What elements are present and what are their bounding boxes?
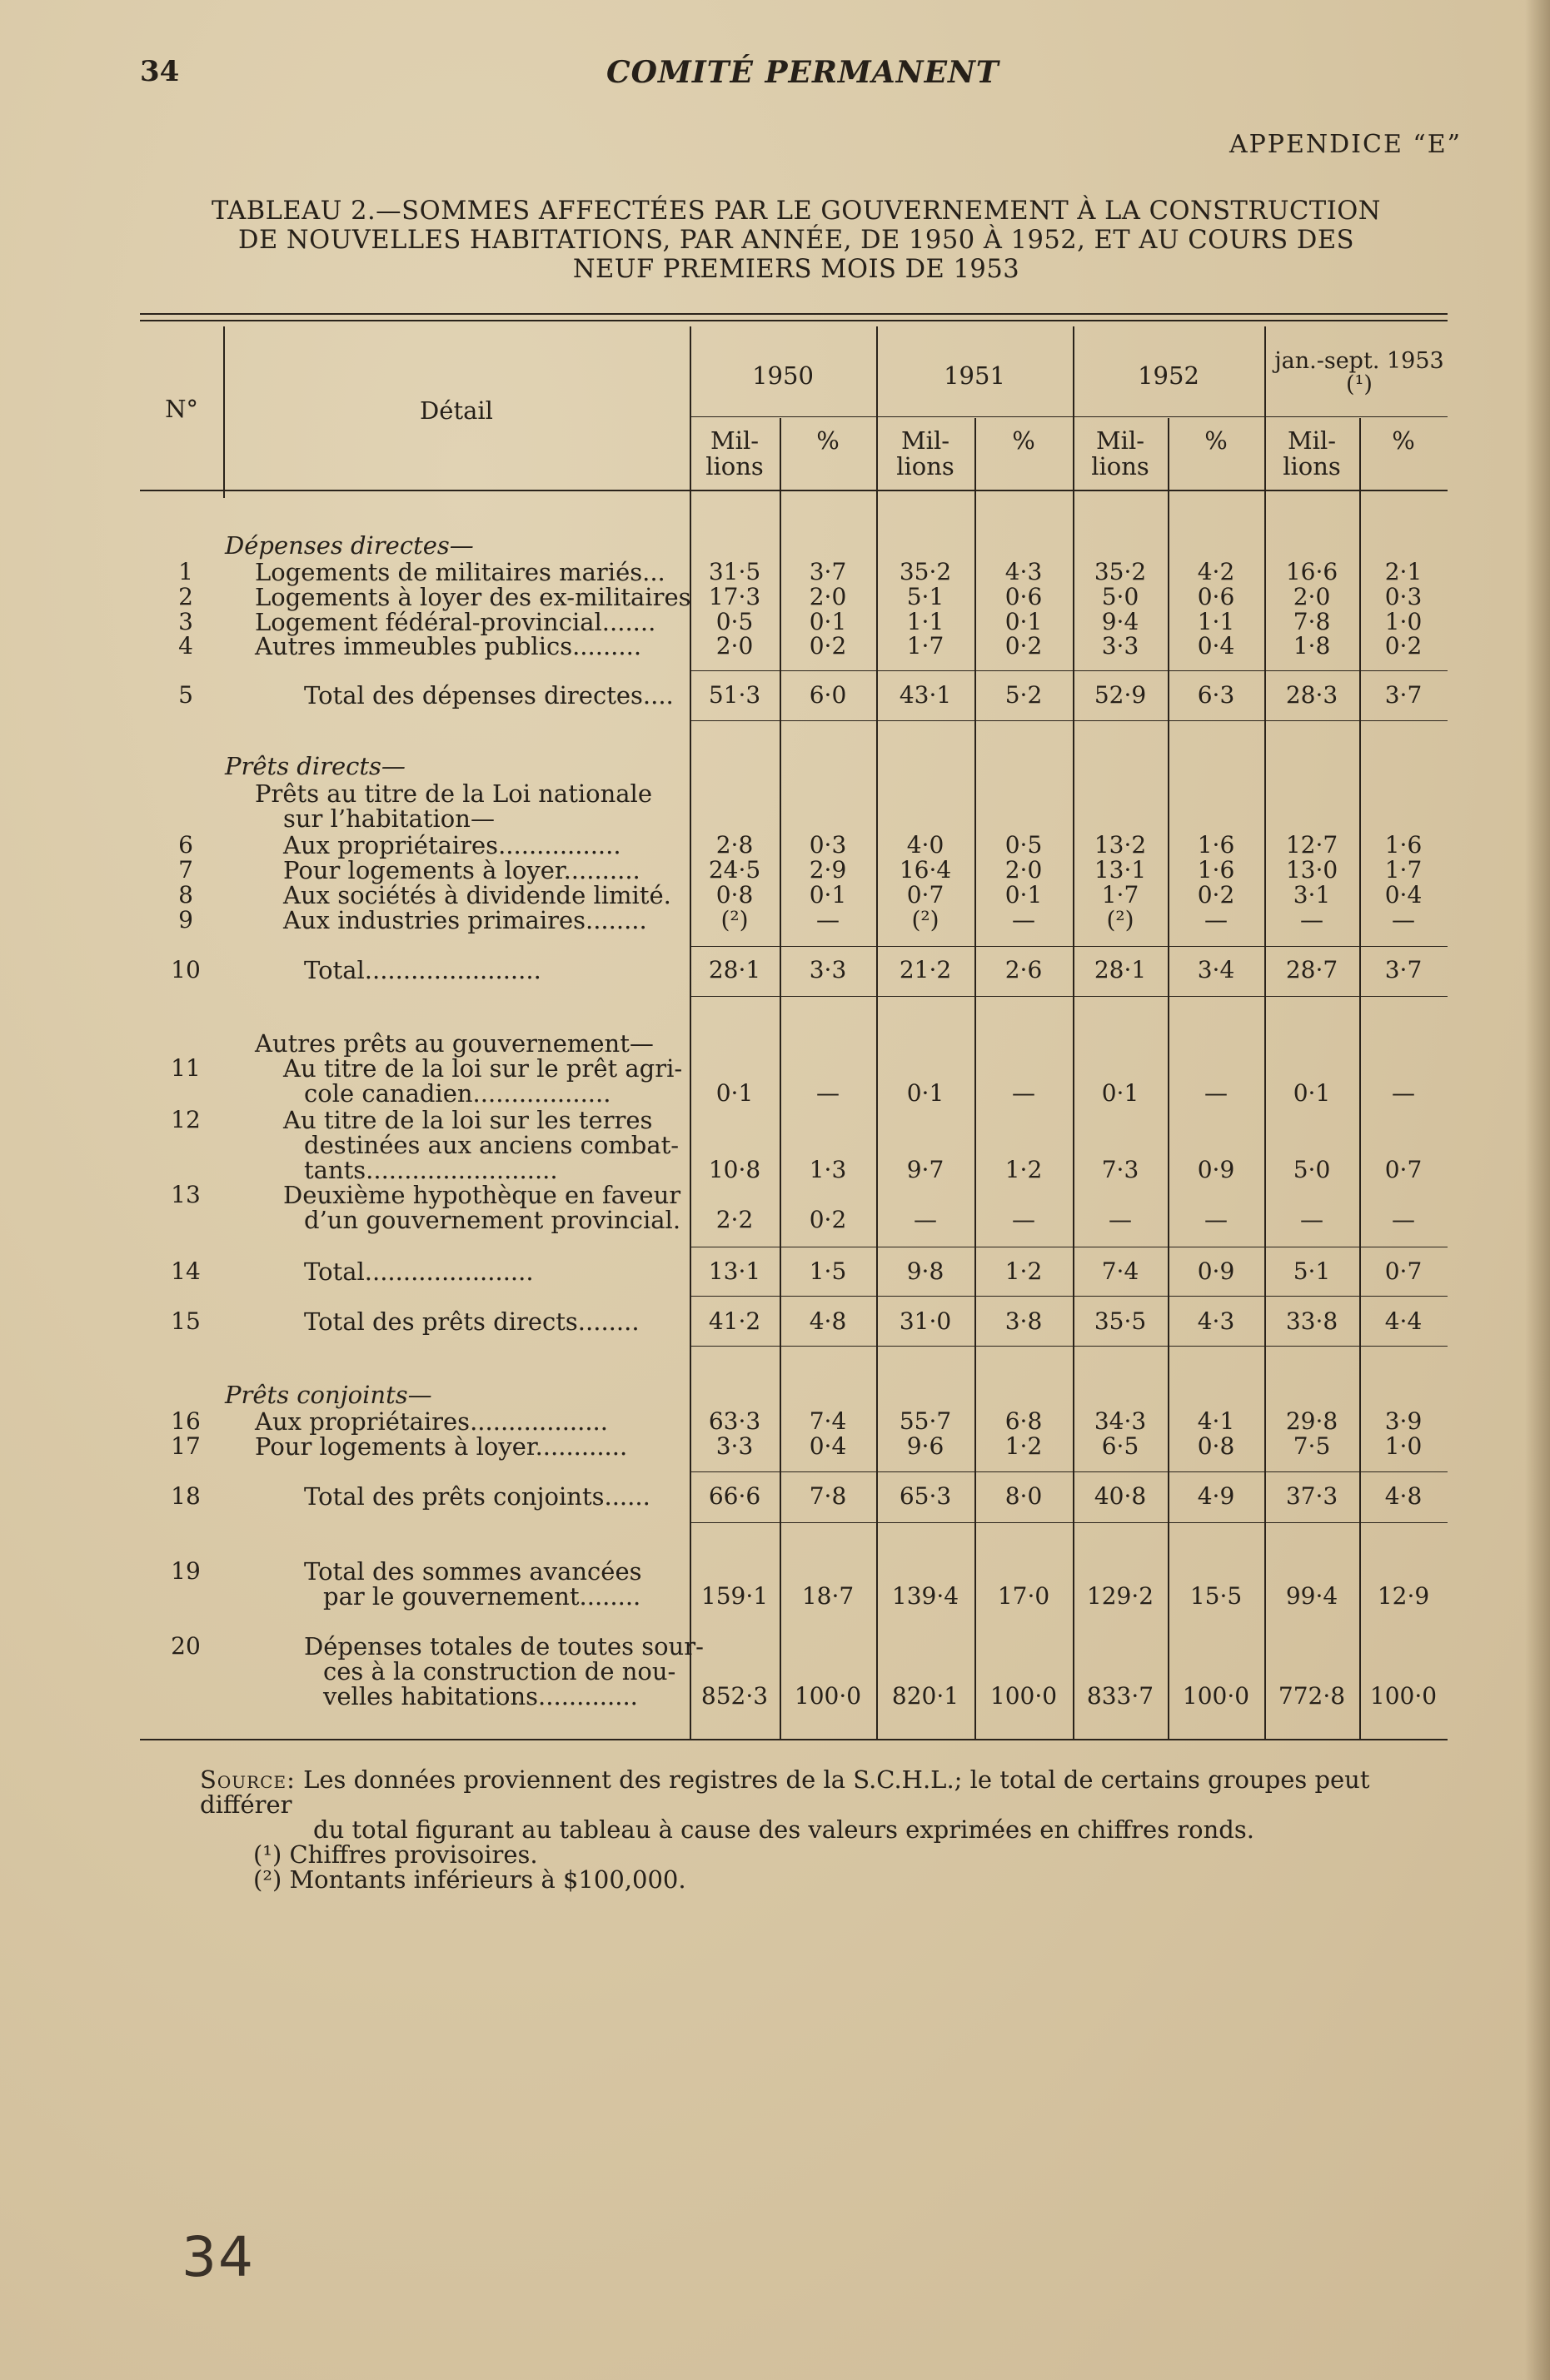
table-cell: 2·0 <box>1293 583 1331 610</box>
table-cell: 1·2 <box>1004 1257 1043 1285</box>
row-label-line: ces à la construction de nou- <box>323 1657 676 1685</box>
row-label: Total des prêts directs........ <box>304 1307 640 1336</box>
table-cell: 0·9 <box>1197 1257 1235 1285</box>
table-cell: 3·1 <box>1293 881 1331 909</box>
col-header-1951: 1951 <box>944 361 1005 390</box>
table-cell: — <box>1204 1206 1228 1233</box>
row-label: Logements à loyer des ex-militaires <box>255 583 691 611</box>
table-cell: 0·1 <box>1293 1079 1331 1107</box>
row-label-line: tants......................... <box>304 1156 558 1184</box>
row-number: 16 <box>171 1407 201 1435</box>
col-header-1953: jan.-sept. 1953 (¹) <box>1274 348 1444 397</box>
table-cell: 3·7 <box>809 558 847 585</box>
row-number: 12 <box>171 1106 201 1133</box>
row-number: 2 <box>178 583 193 610</box>
table-cell: 35·5 <box>1094 1307 1147 1335</box>
table-cell: 159·1 <box>700 1582 769 1610</box>
table-cell: 4·2 <box>1197 558 1235 585</box>
table-cell: 63·3 <box>708 1407 761 1435</box>
table-title-line-2: DE NOUVELLES HABITATIONS, PAR ANNÉE, DE 1950 À 1952, ET AU COURS DES <box>238 226 1354 255</box>
millions-line-1: Mil- <box>1095 426 1145 455</box>
table-cell: 1·0 <box>1384 1432 1423 1460</box>
table-cell: 40·8 <box>1094 1482 1147 1510</box>
row-number: 10 <box>171 956 201 983</box>
table-cell: 3·3 <box>809 956 847 983</box>
table-top-rule <box>140 313 1448 315</box>
table-cell: 100·0 <box>1182 1682 1250 1710</box>
subtotal-rule <box>691 946 1448 947</box>
table-cell: 0·2 <box>1004 632 1043 660</box>
row-label-line: destinées aux anciens combat- <box>304 1131 680 1159</box>
source-label: Source: <box>200 1765 296 1794</box>
row-number: 4 <box>178 632 193 660</box>
table-cell: 100·0 <box>989 1682 1058 1710</box>
table-cell: 3·7 <box>1384 681 1423 709</box>
row-label: Aux sociétés à dividende limité. <box>283 881 671 909</box>
table-cell: 31·5 <box>708 558 761 585</box>
table-cell: — <box>1012 906 1035 934</box>
table-cell: 0·8 <box>1197 1432 1235 1460</box>
col-header-millions <box>1264 428 1359 480</box>
table-cell: — <box>1109 1206 1132 1233</box>
table-cell: — <box>1204 906 1228 934</box>
table-cell: 13·1 <box>1094 856 1147 884</box>
col-header-percent: % <box>1392 426 1415 455</box>
table-cell: 13·1 <box>708 1257 761 1285</box>
table-cell: 1·7 <box>906 632 944 660</box>
row-number: 14 <box>171 1257 201 1285</box>
table-cell: 2·1 <box>1384 558 1423 585</box>
table-cell: 6·0 <box>809 681 847 709</box>
table-cell: 5·0 <box>1293 1156 1331 1183</box>
table-cell: 3·8 <box>1004 1307 1043 1335</box>
table-cell: 65·3 <box>899 1482 952 1510</box>
footnote-2: (²) Montants inférieurs à $100,000. <box>253 1865 686 1894</box>
table-cell: 4·8 <box>1384 1482 1423 1510</box>
table-cell: 0·6 <box>1197 583 1235 610</box>
millions-line-2: lions <box>1091 452 1149 480</box>
table-cell: — <box>1392 1206 1415 1233</box>
table-cell: 2·0 <box>715 632 754 660</box>
table-cell: 1·7 <box>1384 856 1423 884</box>
row-label: Au titre de la loi sur le prêt agri- <box>283 1054 683 1083</box>
table-cell: (²) <box>911 906 939 934</box>
table-cell: 100·0 <box>794 1682 862 1710</box>
row-label-line: velles habitations............. <box>323 1682 638 1710</box>
table-cell: 2·0 <box>1004 856 1043 884</box>
row-number: 7 <box>178 856 193 884</box>
row-number: 13 <box>171 1181 201 1208</box>
row-label-line: Dépenses directes— <box>225 531 474 560</box>
table-cell: 33·8 <box>1285 1307 1338 1335</box>
table-cell: 139·4 <box>891 1582 959 1610</box>
row-label-line: Prêts conjoints— <box>225 1381 432 1409</box>
subtotal-rule <box>691 1522 1448 1523</box>
row-label-line: Autres prêts au gouvernement— <box>255 1029 654 1058</box>
table-cell: 34·3 <box>1094 1407 1147 1435</box>
table-cell: 0·1 <box>809 881 847 909</box>
table-cell: 100·0 <box>1369 1682 1438 1710</box>
table-cell: 13·2 <box>1094 831 1147 859</box>
table-cell: — <box>914 1206 937 1233</box>
row-label: Dépenses totales de toutes sour- <box>304 1632 704 1661</box>
table-cell: 15·5 <box>1189 1582 1243 1610</box>
table-cell: 4·4 <box>1384 1307 1423 1335</box>
table-cell: 5·0 <box>1101 583 1139 610</box>
footnote-1: (¹) Chiffres provisoires. <box>253 1840 538 1869</box>
row-number: 8 <box>178 881 193 909</box>
table-cell: 9·6 <box>906 1432 944 1460</box>
row-label: Aux propriétaires................ <box>283 831 621 859</box>
table-cell: 12·9 <box>1377 1582 1430 1610</box>
row-label: Deuxième hypothèque en faveur <box>283 1181 681 1209</box>
row-label: Total des dépenses directes.... <box>304 681 674 710</box>
table-cell: 4·9 <box>1197 1482 1235 1510</box>
row-label: Logements de militaires mariés... <box>255 558 665 586</box>
col-header-percent: % <box>1012 426 1035 455</box>
table-cell: 16·4 <box>899 856 952 884</box>
col-header-1952: 1952 <box>1138 361 1199 390</box>
row-number: 3 <box>178 608 193 635</box>
footnotes <box>200 1767 1466 1892</box>
table-cell: 31·0 <box>899 1307 952 1335</box>
table-cell: 51·3 <box>708 681 761 709</box>
row-label-line: sur l’habitation— <box>283 804 495 833</box>
table-cell: 0·8 <box>715 881 754 909</box>
row-number: 20 <box>171 1632 201 1660</box>
table-cell: — <box>1012 1079 1035 1107</box>
row-label: Total....................... <box>304 956 541 984</box>
table-cell: — <box>1204 1079 1228 1107</box>
table-top-rule-2 <box>140 320 1448 321</box>
millions-line-2: lions <box>1283 452 1341 480</box>
table-cell: — <box>1300 1206 1323 1233</box>
col-header-millions <box>1073 428 1168 480</box>
table-cell: 129·2 <box>1086 1582 1154 1610</box>
table-cell: 0·9 <box>1197 1156 1235 1183</box>
source-text-2: du total figurant au tableau à cause des valeurs exprimées en chiffres ronds. <box>313 1815 1254 1844</box>
table-cell: 7·5 <box>1293 1432 1331 1460</box>
table-cell: 0·1 <box>1101 1079 1139 1107</box>
table-cell: 0·6 <box>1004 583 1043 610</box>
table-cell: 852·3 <box>700 1682 769 1710</box>
table-cell: 0·2 <box>1384 632 1423 660</box>
table-cell: 0·3 <box>1384 583 1423 610</box>
table-cell: 24·5 <box>708 856 761 884</box>
millions-line-1: Mil- <box>710 426 760 455</box>
subtotal-rule <box>691 1296 1448 1297</box>
table-cell: 12·7 <box>1285 831 1338 859</box>
table-cell: 0·2 <box>1197 881 1235 909</box>
table-cell: 28·1 <box>708 956 761 983</box>
table-cell: 8·0 <box>1004 1482 1043 1510</box>
table-cell: 7·4 <box>1101 1257 1139 1285</box>
table-cell: 3·9 <box>1384 1407 1423 1435</box>
table-title-line-3: NEUF PREMIERS MOIS DE 1953 <box>572 255 1020 284</box>
table-bottom-rule <box>140 1739 1448 1740</box>
table-cell: 4·8 <box>809 1307 847 1335</box>
table-cell: 1·3 <box>809 1156 847 1183</box>
table-cell: 5·1 <box>906 583 944 610</box>
running-head <box>140 55 1448 93</box>
table-cell: 1·2 <box>1004 1432 1043 1460</box>
page-number-top: 34 <box>140 55 180 88</box>
table-cell: (²) <box>1106 906 1134 934</box>
row-label: Aux industries primaires........ <box>283 906 647 934</box>
subtotal-rule <box>691 1471 1448 1472</box>
table-cell: 2·0 <box>809 583 847 610</box>
table-cell: 28·3 <box>1285 681 1338 709</box>
row-number: 11 <box>171 1054 201 1082</box>
row-label: Total des prêts conjoints...... <box>304 1482 650 1511</box>
table-cell: 43·1 <box>899 681 952 709</box>
row-label: Total des sommes avancées <box>304 1557 642 1586</box>
table-cell: 99·4 <box>1285 1582 1338 1610</box>
row-label-line: Prêts directs— <box>225 752 406 780</box>
table-cell: 3·7 <box>1384 956 1423 983</box>
table-cell: 1·6 <box>1197 831 1235 859</box>
row-number: 5 <box>178 681 193 709</box>
table-cell: 0·5 <box>1004 831 1043 859</box>
table-cell: 0·1 <box>715 1079 754 1107</box>
table-cell: 52·9 <box>1094 681 1147 709</box>
col-header-detail: Détail <box>420 396 493 425</box>
subtotal-rule <box>691 1346 1448 1347</box>
table-cell: 1·6 <box>1197 856 1235 884</box>
table-cell: 0·4 <box>1384 881 1423 909</box>
table-cell: 7·4 <box>809 1407 847 1435</box>
row-label: Logement fédéral-provincial....... <box>255 608 656 636</box>
table-cell: — <box>816 1079 840 1107</box>
row-number: 18 <box>171 1482 201 1510</box>
row-number: 19 <box>171 1557 201 1585</box>
table-cell: 1·2 <box>1004 1156 1043 1183</box>
table-cell: 28·1 <box>1094 956 1147 983</box>
header-subrule <box>690 416 1448 417</box>
table-cell: 0·1 <box>809 608 847 635</box>
row-number: 15 <box>171 1307 201 1335</box>
table-cell: 0·7 <box>906 881 944 909</box>
col-divider <box>1073 326 1074 1740</box>
table-cell: 7·3 <box>1101 1156 1139 1183</box>
col-header-millions <box>876 428 974 480</box>
table-cell: — <box>1392 906 1415 934</box>
table-cell: 772·8 <box>1278 1682 1346 1710</box>
page-stamp-number: 34 <box>182 2225 255 2289</box>
row-label: Pour logements à loyer.......... <box>283 856 640 884</box>
table-cell: 55·7 <box>899 1407 952 1435</box>
table-cell: 3·3 <box>1101 632 1139 660</box>
row-label-line: cole canadien.................. <box>304 1079 611 1108</box>
table-cell: 5·1 <box>1293 1257 1331 1285</box>
col-header-percent: % <box>1204 426 1228 455</box>
table-cell: 18·7 <box>801 1582 855 1610</box>
col-header-no: N° <box>165 395 198 423</box>
table-cell: 35·2 <box>1094 558 1147 585</box>
table-cell: 21·2 <box>899 956 952 983</box>
table-cell: 0·5 <box>715 608 754 635</box>
table-cell: 37·3 <box>1285 1482 1338 1510</box>
table-cell: 0·2 <box>809 632 847 660</box>
table-cell: 2·2 <box>715 1206 754 1233</box>
table-cell: 6·5 <box>1101 1432 1139 1460</box>
table-cell: 0·1 <box>1004 881 1043 909</box>
table-cell: 13·0 <box>1285 856 1338 884</box>
table-cell: 2·8 <box>715 831 754 859</box>
table-cell: 2·6 <box>1004 956 1043 983</box>
table-cell: — <box>1012 1206 1035 1233</box>
table-cell: 1·8 <box>1293 632 1331 660</box>
row-label: Total...................... <box>304 1257 534 1286</box>
table-cell: 35·2 <box>899 558 952 585</box>
table-cell: 6·3 <box>1197 681 1235 709</box>
col-divider <box>1264 326 1266 1740</box>
table-cell: 1·5 <box>809 1257 847 1285</box>
col-divider <box>876 326 878 1740</box>
table-cell: 1·7 <box>1101 881 1139 909</box>
table-cell: 0·1 <box>1004 608 1043 635</box>
subtotal-rule <box>691 720 1448 721</box>
row-label: Autres immeubles publics......... <box>255 632 642 660</box>
table-cell: 1·1 <box>1197 608 1235 635</box>
table-cell: — <box>1392 1079 1415 1107</box>
table-cell: — <box>1300 906 1323 934</box>
row-label: Aux propriétaires.................. <box>255 1407 608 1436</box>
table-cell: — <box>816 906 840 934</box>
page-edge-shadow <box>1525 0 1550 2380</box>
table-cell: 0·7 <box>1384 1257 1423 1285</box>
table-cell: 7·8 <box>1293 608 1331 635</box>
table-cell: 1·6 <box>1384 831 1423 859</box>
table-cell: 6·8 <box>1004 1407 1043 1435</box>
row-label-line: d’un gouvernement provincial. <box>304 1206 681 1234</box>
table-cell: 9·8 <box>906 1257 944 1285</box>
table-cell: 5·2 <box>1004 681 1043 709</box>
col-header-percent: % <box>816 426 840 455</box>
row-label-line: Prêts au titre de la Loi nationale <box>255 779 652 808</box>
table-title-line-1: TABLEAU 2.—SOMMES AFFECTÉES PAR LE GOUVERNEMENT À LA CONSTRUCTION <box>212 197 1381 226</box>
source-note <box>200 1767 1466 1817</box>
table-cell: 3·4 <box>1197 956 1235 983</box>
table-cell: 10·8 <box>708 1156 761 1183</box>
table-cell: 833·7 <box>1086 1682 1154 1710</box>
row-label-line: par le gouvernement........ <box>323 1582 641 1611</box>
millions-line-1: Mil- <box>1287 426 1337 455</box>
subtotal-rule <box>691 670 1448 671</box>
table-title <box>138 197 1454 284</box>
row-number: 6 <box>178 831 193 859</box>
subtotal-rule <box>691 996 1448 997</box>
running-title: COMITÉ PERMANENT <box>606 55 999 90</box>
appendix-label: APPENDICE “E” <box>1229 130 1462 159</box>
table-cell: 4·0 <box>906 831 944 859</box>
row-number: 17 <box>171 1432 201 1460</box>
table-cell: 4·3 <box>1004 558 1043 585</box>
source-text: Les données proviennent des registres de la S.C.H.L.; le total de certains groupes peut différer <box>200 1765 1370 1819</box>
table-cell: 0·1 <box>906 1079 944 1107</box>
table-cell: 820·1 <box>891 1682 959 1710</box>
table-cell: 9·4 <box>1101 608 1139 635</box>
millions-line-2: lions <box>705 452 764 480</box>
table-cell: 0·4 <box>1197 632 1235 660</box>
header-bottom-rule <box>140 490 1448 491</box>
table-cell: 0·7 <box>1384 1156 1423 1183</box>
table-cell: (²) <box>720 906 749 934</box>
table-cell: 1·1 <box>906 608 944 635</box>
col-header-millions <box>690 428 780 480</box>
table-cell: 29·8 <box>1285 1407 1338 1435</box>
col-header-1950: 1950 <box>752 361 814 390</box>
table-cell: 28·7 <box>1285 956 1338 983</box>
table-cell: 16·6 <box>1285 558 1338 585</box>
table-cell: 66·6 <box>708 1482 761 1510</box>
table-cell: 4·1 <box>1197 1407 1235 1435</box>
table-cell: 3·3 <box>715 1432 754 1460</box>
row-label: Pour logements à loyer............ <box>255 1432 628 1461</box>
millions-line-2: lions <box>896 452 954 480</box>
table-cell: 17·0 <box>997 1582 1050 1610</box>
col-divider <box>690 326 691 1740</box>
table-cell: 1·0 <box>1384 608 1423 635</box>
table-cell: 2·9 <box>809 856 847 884</box>
row-number: 9 <box>178 906 193 934</box>
table-cell: 7·8 <box>809 1482 847 1510</box>
table-cell: 41·2 <box>708 1307 761 1335</box>
table-cell: 4·3 <box>1197 1307 1235 1335</box>
table-cell: 9·7 <box>906 1156 944 1183</box>
row-number: 1 <box>178 558 193 585</box>
table-cell: 0·4 <box>809 1432 847 1460</box>
table-cell: 17·3 <box>708 583 761 610</box>
table-cell: 0·3 <box>809 831 847 859</box>
row-label: Au titre de la loi sur les terres <box>283 1106 653 1134</box>
millions-line-1: Mil- <box>900 426 950 455</box>
table-cell: 0·2 <box>809 1206 847 1233</box>
